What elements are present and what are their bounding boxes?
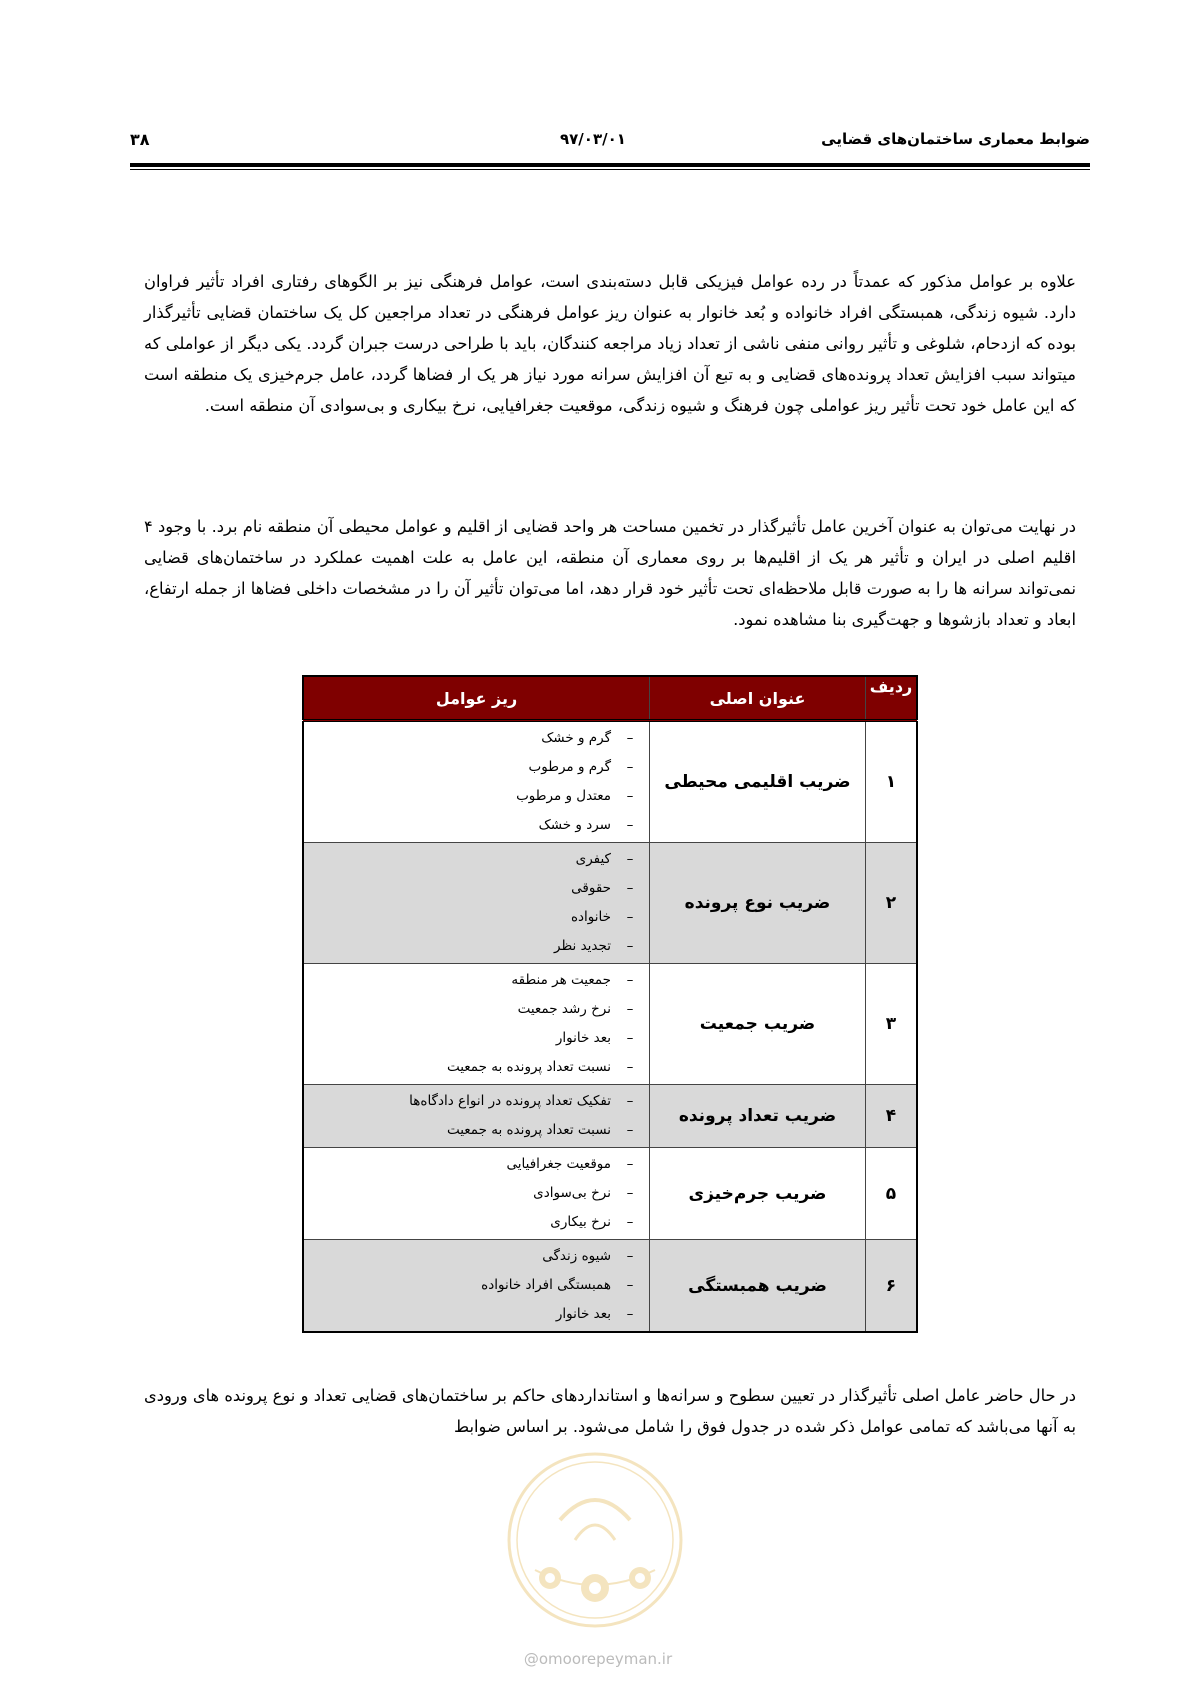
sub-factor-text: نرخ رشد جمعیت bbox=[517, 1001, 611, 1017]
table-row bbox=[303, 964, 917, 1085]
header-rule-thick bbox=[130, 163, 1090, 167]
row-number: ۶ bbox=[866, 1240, 918, 1333]
sub-factor-text: تفکیک تعداد پرونده در انواع دادگاه‌ها bbox=[409, 1093, 611, 1109]
list-item bbox=[304, 782, 649, 811]
dash-bullet-icon: – bbox=[626, 1122, 634, 1138]
list-item bbox=[304, 874, 649, 903]
dash-bullet-icon: – bbox=[626, 1185, 634, 1201]
dash-bullet-icon: – bbox=[626, 1156, 634, 1172]
list-item bbox=[304, 995, 649, 1024]
row-number: ۵ bbox=[866, 1148, 918, 1240]
sub-factor-text: بعد خانوار bbox=[555, 1030, 611, 1046]
list-item bbox=[304, 1087, 649, 1116]
dash-bullet-icon: – bbox=[626, 1214, 634, 1230]
sub-factor-text: بعد خانوار bbox=[555, 1306, 611, 1322]
row-sub-factors bbox=[303, 964, 650, 1085]
dash-bullet-icon: – bbox=[626, 1030, 634, 1046]
dash-bullet-icon: – bbox=[626, 1277, 634, 1293]
dash-bullet-icon: – bbox=[626, 909, 634, 925]
dash-bullet-icon: – bbox=[626, 1248, 634, 1264]
list-item bbox=[304, 1300, 649, 1329]
sub-factor-text: گرم و خشک bbox=[541, 730, 611, 746]
list-item bbox=[304, 1024, 649, 1053]
table-header-row bbox=[303, 676, 917, 721]
paragraph-current-factor: در حال حاضر عامل اصلی تأثیرگذار در تعیین سطوح و سرانه‌ها و استانداردهای حاکم بر ساختمان‌های قضایی تعداد و نوع پرونده های ورودی به آنها می‌باشد که تمامی عوامل ذکر شده در جدول فوق را شامل می‌شود. بر اساس ضوابط bbox=[144, 1386, 1076, 1436]
dash-bullet-icon: – bbox=[626, 1059, 634, 1075]
list-item bbox=[304, 724, 649, 753]
list-item bbox=[304, 811, 649, 840]
list-item bbox=[304, 1208, 649, 1237]
row-sub-factors bbox=[303, 721, 650, 843]
list-item bbox=[304, 1053, 649, 1082]
row-main-title: ضریب اقلیمی محیطی bbox=[650, 721, 866, 843]
sub-factor-list bbox=[304, 1148, 649, 1239]
watermark-logo-icon bbox=[505, 1450, 685, 1630]
row-number: ۴ bbox=[866, 1085, 918, 1148]
header-main-title: عنوان اصلی bbox=[650, 676, 866, 721]
watermark-site-text: @omoorepeyman.ir bbox=[523, 1650, 673, 1668]
list-item bbox=[304, 966, 649, 995]
table-body bbox=[303, 721, 917, 1333]
row-main-title: ضریب جرم‌خیزی bbox=[650, 1148, 866, 1240]
table-row bbox=[303, 1148, 917, 1240]
sub-factor-list bbox=[304, 843, 649, 963]
page-number: ۳۸ bbox=[130, 130, 150, 149]
factors-table bbox=[302, 675, 918, 1333]
sub-factor-list bbox=[304, 964, 649, 1084]
document-date: ۹۷/۰۳/۰۱ bbox=[560, 130, 626, 148]
sub-factor-text: موقعیت جغرافیایی bbox=[506, 1156, 611, 1172]
row-main-title: ضریب جمعیت bbox=[650, 964, 866, 1085]
sub-factor-text: معتدل و مرطوب bbox=[516, 788, 611, 804]
list-item bbox=[304, 1179, 649, 1208]
table-row bbox=[303, 843, 917, 964]
row-sub-factors bbox=[303, 843, 650, 964]
dash-bullet-icon: – bbox=[626, 788, 634, 804]
sub-factor-text: حقوقی bbox=[571, 880, 611, 896]
paragraph-climate-factors: در نهایت می‌توان به عنوان آخرین عامل تأثیرگذار در تخمین مساحت هر واحد قضایی از اقلیم و عوامل محیطی آن منطقه نام برد. با وجود ۴ اقلیم اصلی در ایران و تأثیر هر یک از اقلیم‌ها بر روی معماری آن منطقه، این عامل به علت اهمیت عملکرد در ساختمان‌های قضایی نمی‌تواند سرانه ها را به صورت قابل ملاحظه‌ای تحت تأثیر خود قرار دهد، اما می‌توان تأثیر آن را در مشخصات داخلی فضاها از جمله ارتفاع، ابعاد و تعداد بازشوها و جهت‌گیری بنا مشاهده نمود. bbox=[144, 517, 1076, 629]
row-main-title: ضریب نوع پرونده bbox=[650, 843, 866, 964]
sub-factor-text: نسبت تعداد پرونده به جمعیت bbox=[446, 1059, 611, 1075]
sub-factor-text: جمعیت هر منطقه bbox=[511, 972, 611, 988]
sub-factor-text: تجدید نظر bbox=[554, 938, 611, 954]
sub-factor-text: نسبت تعداد پرونده به جمعیت bbox=[446, 1122, 611, 1138]
sub-factor-text: کیفری bbox=[575, 851, 611, 867]
header-sub-factors: ریز عوامل bbox=[303, 676, 650, 721]
sub-factor-text: خانواده bbox=[570, 909, 611, 925]
table-row bbox=[303, 721, 917, 843]
page-header bbox=[130, 118, 1090, 162]
list-item bbox=[304, 1116, 649, 1145]
sub-factor-list bbox=[304, 1240, 649, 1331]
row-sub-factors bbox=[303, 1148, 650, 1240]
row-main-title: ضریب تعداد پرونده bbox=[650, 1085, 866, 1148]
dash-bullet-icon: – bbox=[626, 1306, 634, 1322]
sub-factor-text: شیوه زندگی bbox=[542, 1248, 611, 1264]
dash-bullet-icon: – bbox=[626, 1093, 634, 1109]
dash-bullet-icon: – bbox=[626, 730, 634, 746]
sub-factor-text: گرم و مرطوب bbox=[528, 759, 611, 775]
row-number: ۲ bbox=[866, 843, 918, 964]
list-item bbox=[304, 753, 649, 782]
dash-bullet-icon: – bbox=[626, 972, 634, 988]
sub-factor-text: نرخ بی‌سوادی bbox=[533, 1185, 611, 1201]
dash-bullet-icon: – bbox=[626, 759, 634, 775]
table-row bbox=[303, 1085, 917, 1148]
row-sub-factors bbox=[303, 1085, 650, 1148]
row-main-title: ضریب همبستگی bbox=[650, 1240, 866, 1333]
dash-bullet-icon: – bbox=[626, 880, 634, 896]
paragraph-cultural-factors: علاوه بر عوامل مذکور که عمدتاً در رده عوامل فیزیکی قابل دسته‌بندی است، عوامل فرهنگی نیز بر الگوهای رفتاری افراد تأثیر فراوان دارد. شیوه زندگی، همبستگی افراد خانواده و بُعد خانوار به عنوان ریز عوامل فرهنگی در تعداد مراجعین کل یک ساختمان قضایی تأثیرگذار بوده که ازدحام، شلوغی و تأثیر روانی منفی ناشی از تعداد زیاد مراجعه کنندگان، باید با طراحی درست جبران گردد. یکی دیگر از عواملی که میتواند سبب افزایش تعداد پرونده‌های قضایی و به تبع آن افزایش سرانه مورد نیاز هر یک ار فضاها گردد، عامل جرم‌خیزی یک منطقه است که این عامل خود تحت تأثیر ریز عواملی چون فرهنگ و شیوه زندگی، موقعیت جغرافیایی، نرخ بیکاری و بی‌سوادی آن منطقه است. bbox=[144, 272, 1076, 415]
dash-bullet-icon: – bbox=[626, 1001, 634, 1017]
header-row-number: ردیف bbox=[866, 676, 918, 721]
row-number: ۱ bbox=[866, 721, 918, 843]
dash-bullet-icon: – bbox=[626, 851, 634, 867]
sub-factor-text: سرد و خشک bbox=[538, 817, 611, 833]
row-number: ۳ bbox=[866, 964, 918, 1085]
list-item bbox=[304, 1271, 649, 1300]
list-item bbox=[304, 903, 649, 932]
sub-factor-text: همبستگی افراد خانواده bbox=[481, 1277, 611, 1293]
header-rule-thin bbox=[130, 169, 1090, 170]
list-item bbox=[304, 1150, 649, 1179]
sub-factor-list bbox=[304, 1085, 649, 1147]
sub-factor-text: نرخ بیکاری bbox=[550, 1214, 611, 1230]
list-item bbox=[304, 845, 649, 874]
dash-bullet-icon: – bbox=[626, 938, 634, 954]
list-item bbox=[304, 932, 649, 961]
dash-bullet-icon: – bbox=[626, 817, 634, 833]
list-item bbox=[304, 1242, 649, 1271]
document-title: ضوابط معماری ساختمان‌های قضایی bbox=[821, 130, 1090, 148]
sub-factor-list bbox=[304, 722, 649, 842]
table-row bbox=[303, 1240, 917, 1333]
row-sub-factors bbox=[303, 1240, 650, 1333]
